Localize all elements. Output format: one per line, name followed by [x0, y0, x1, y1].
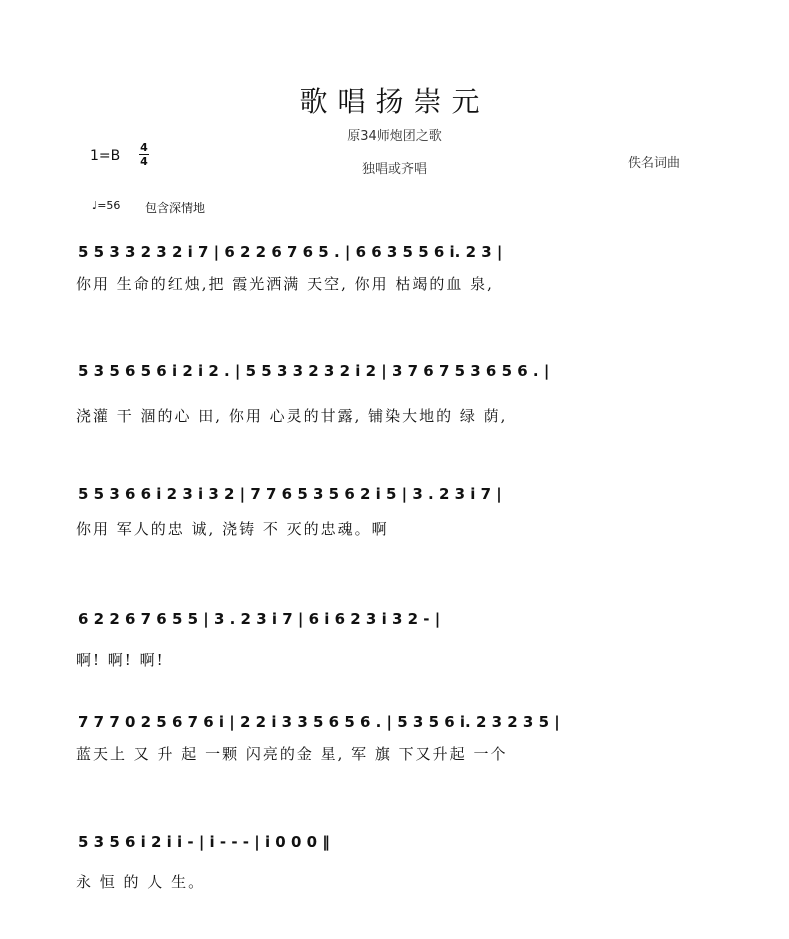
expression-marking: 包含深情地 — [145, 201, 206, 215]
lyrics-line: 永 恒 的 人 生。 — [76, 873, 206, 891]
time-signature-top: 4 — [140, 141, 148, 154]
notation-line: 5 3 5 6 5 6 i 2 i 2 . | 5 5 3 3 2 3 2 i 2 | 3 7 6 7 5 3 6 5 6 . | — [78, 362, 550, 380]
notation-line: 5 3 5 6 i 2 i i - | i - - - | i 0 0 0 ‖ — [78, 833, 330, 851]
tempo-marking: ♩=56 — [92, 199, 121, 212]
lyrics-line: 啊! 啊! 啊! — [76, 651, 165, 669]
song-subtitle: 原34师炮团之歌 — [347, 129, 442, 144]
notation-line: 6 2 2 6 7 6 5 5 | 3 . 2 3 i 7 | 6 i 6 2 3 i 3 2 - | — [78, 610, 441, 628]
notation-line: 5 5 3 3 2 3 2 i 7 | 6 2 2 6 7 6 5 . | 6 6 3 5 5 6 i. 2 3 | — [78, 243, 503, 261]
lyrics-line: 你用 生命的红烛,把 霞光洒满 天空, 你用 枯竭的血 泉, — [76, 275, 494, 293]
lyrics-line: 蓝天上 又 升 起 一颗 闪亮的金 星, 军 旗 下又升起 一个 — [76, 745, 508, 763]
performance-mode: 独唱或齐唱 — [361, 162, 427, 177]
lyrics-line: 浇灌 干 涸的心 田, 你用 心灵的甘露, 铺染大地的 绿 荫, — [76, 407, 508, 425]
time-signature-bottom: 4 — [140, 155, 148, 168]
song-title: 歌唱扬崇元 — [299, 85, 490, 118]
notation-line: 5 5 3 6 6 i 2 3 i 3 2 | 7 7 6 5 3 5 6 2 i 5 | 3 . 2 3 i 7 | — [78, 485, 502, 503]
lyrics-line: 你用 军人的忠 诚, 浇铸 不 灭的忠魂。啊 — [76, 520, 389, 538]
key-signature: 1=B — [90, 148, 121, 164]
notation-line: 7 7 7 0 2 5 6 7 6 i | 2 2 i 3 3 5 6 5 6 . | 5 3 5 6 i. 2 3 2 3 5 | — [78, 713, 560, 731]
author-credit: 佚名词曲 — [628, 156, 681, 171]
